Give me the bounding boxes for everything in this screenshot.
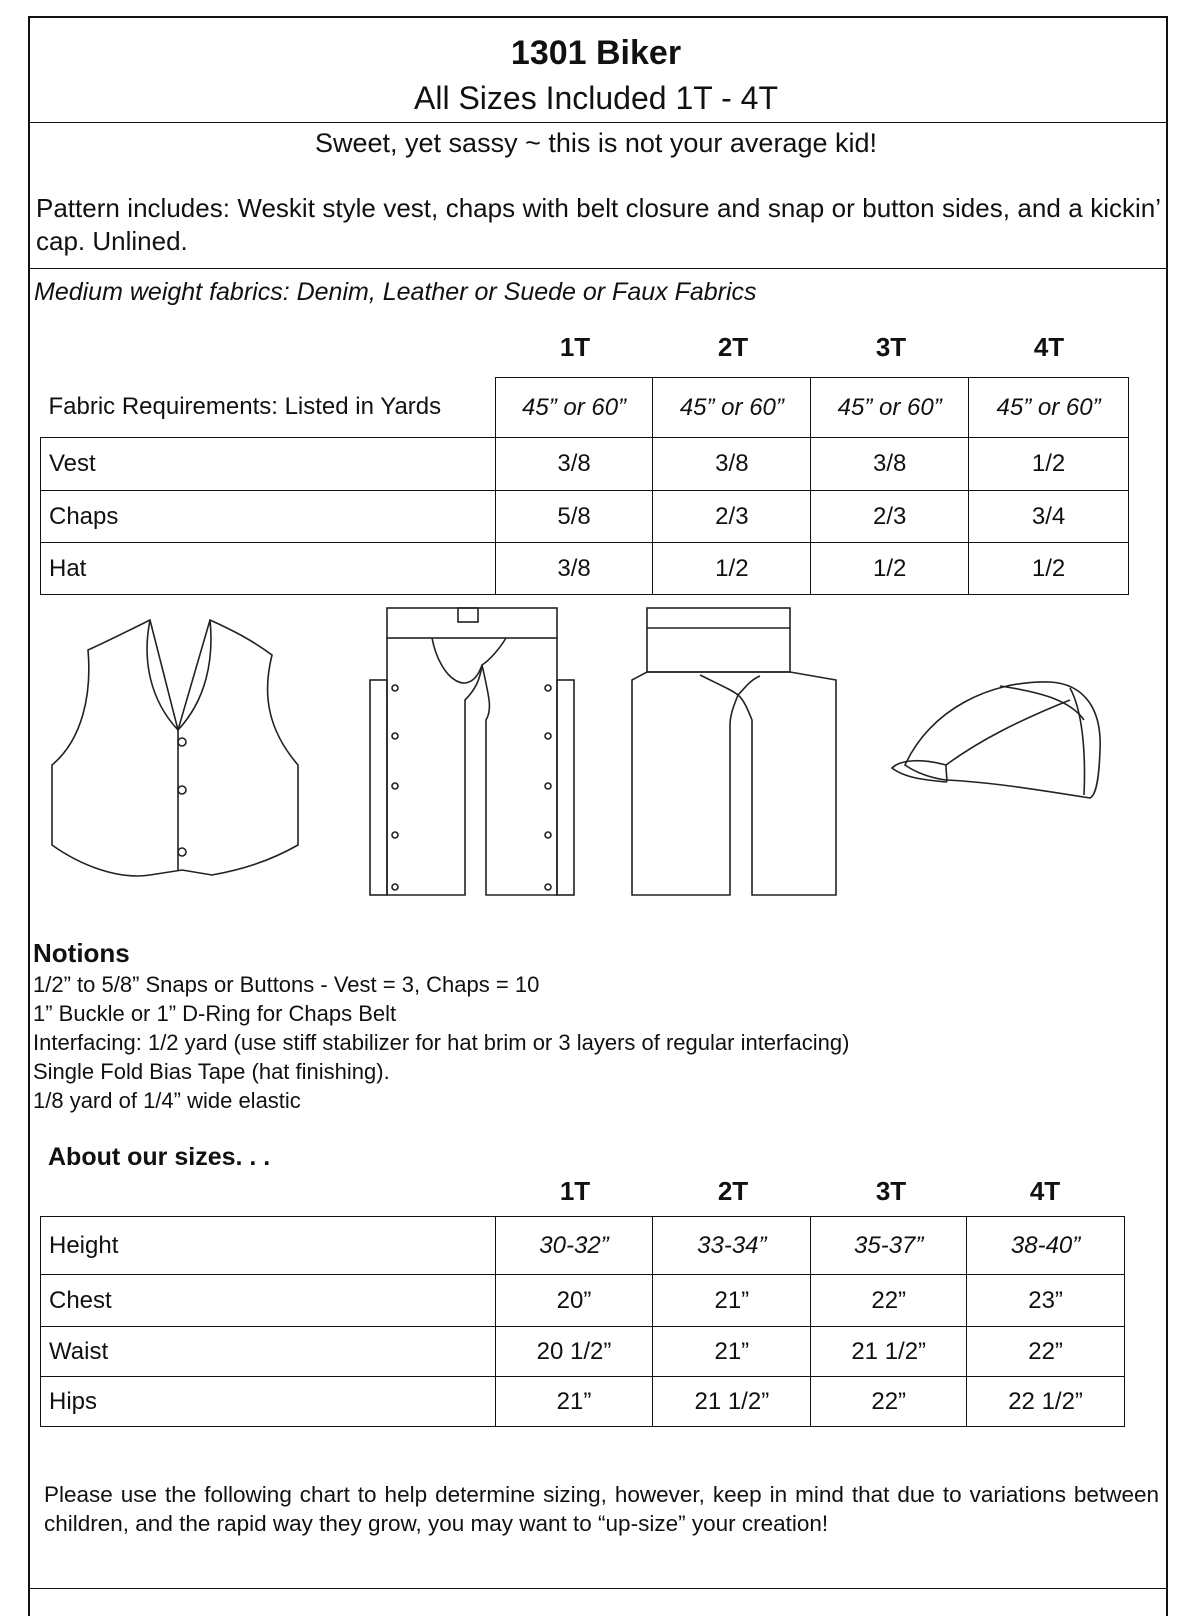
notion-item: Interfacing: 1/2 yard (use stiff stabilizer for hat brim or 3 layers of regular interfacing) bbox=[33, 1030, 850, 1055]
fabric-width: 45” or 60” bbox=[495, 378, 653, 438]
yardage-cell: 3/4 bbox=[969, 491, 1129, 543]
measurement-cell: 21” bbox=[495, 1377, 653, 1427]
measurement-cell: 21 1/2” bbox=[653, 1377, 811, 1427]
vest-illustration bbox=[52, 620, 298, 876]
measurement-cell: 20 1/2” bbox=[495, 1327, 653, 1377]
yardage-cell: 1/2 bbox=[969, 438, 1129, 491]
measurement-cell: 21 1/2” bbox=[811, 1327, 967, 1377]
size-header: 2T bbox=[717, 1176, 749, 1206]
notion-item: 1/8 yard of 1/4” wide elastic bbox=[33, 1088, 301, 1113]
fabric-recommendation: Medium weight fabrics: Denim, Leather or Suede or Faux Fabrics bbox=[34, 278, 757, 306]
fabric-table-label: Fabric Requirements: Listed in Yards bbox=[41, 378, 496, 438]
fabric-requirements-table bbox=[40, 377, 1129, 595]
garment-illustrations bbox=[0, 600, 1192, 920]
table-row bbox=[41, 1275, 1125, 1327]
tagline: Sweet, yet sassy ~ this is not your average kid! bbox=[314, 128, 878, 158]
sizes-heading: About our sizes. . . bbox=[48, 1143, 271, 1171]
fabric-width: 45” or 60” bbox=[653, 378, 811, 438]
yardage-cell: 2/3 bbox=[653, 491, 811, 543]
yardage-cell: 1/2 bbox=[653, 543, 811, 595]
yardage-cell: 2/3 bbox=[811, 491, 969, 543]
chaps-back-illustration bbox=[632, 608, 836, 895]
measurement-cell: 22 1/2” bbox=[967, 1377, 1125, 1427]
row-label: Chest bbox=[41, 1275, 496, 1327]
notions-heading: Notions bbox=[33, 938, 130, 968]
table-row bbox=[41, 543, 1129, 595]
pattern-includes: Pattern includes: Weskit style vest, chaps with belt closure and snap or button sides, and a kickin’ cap. Unlined. bbox=[36, 193, 1161, 256]
yardage-cell: 5/8 bbox=[495, 491, 653, 543]
notion-item: 1/2” to 5/8” Snaps or Buttons - Vest = 3, Chaps = 10 bbox=[33, 972, 540, 997]
row-label: Chaps bbox=[41, 491, 496, 543]
measurement-cell: 23” bbox=[967, 1275, 1125, 1327]
measurement-cell: 38-40” bbox=[967, 1217, 1125, 1275]
measurement-cell: 22” bbox=[811, 1377, 967, 1427]
measurement-cell: 21” bbox=[653, 1275, 811, 1327]
yardage-cell: 1/2 bbox=[811, 543, 969, 595]
fabric-width: 45” or 60” bbox=[969, 378, 1129, 438]
notions-list bbox=[33, 970, 849, 1115]
table-row bbox=[41, 491, 1129, 543]
size-header: 4T bbox=[1033, 332, 1065, 362]
notion-item: Single Fold Bias Tape (hat finishing). bbox=[33, 1059, 390, 1084]
page-subtitle: All Sizes Included 1T - 4T bbox=[413, 80, 778, 116]
measurement-cell: 21” bbox=[653, 1327, 811, 1377]
yardage-cell: 1/2 bbox=[969, 543, 1129, 595]
measurement-cell: 20” bbox=[495, 1275, 653, 1327]
measurement-cell: 22” bbox=[811, 1275, 967, 1327]
size-header: 3T bbox=[875, 332, 907, 362]
yardage-cell: 3/8 bbox=[811, 438, 969, 491]
row-label: Vest bbox=[41, 438, 496, 491]
divider bbox=[28, 122, 1168, 123]
row-label: Height bbox=[41, 1217, 496, 1275]
cap-illustration bbox=[892, 682, 1100, 798]
measurement-cell: 35-37” bbox=[811, 1217, 967, 1275]
table-row bbox=[41, 438, 1129, 491]
yardage-cell: 3/8 bbox=[653, 438, 811, 491]
chaps-front-illustration bbox=[370, 608, 574, 895]
row-label: Waist bbox=[41, 1327, 496, 1377]
table-row bbox=[41, 1327, 1125, 1377]
size-chart-table bbox=[40, 1216, 1125, 1427]
size-header: 3T bbox=[875, 1176, 907, 1206]
size-header: 4T bbox=[1029, 1176, 1061, 1206]
measurement-cell: 22” bbox=[967, 1327, 1125, 1377]
measurement-cell: 33-34” bbox=[653, 1217, 811, 1275]
divider bbox=[28, 268, 1168, 269]
yardage-cell: 3/8 bbox=[495, 543, 653, 595]
sizing-note: Please use the following chart to help determine sizing, however, keep in mind that due to variations between children, and the rapid way they grow, you may want to “up-size” your creation! bbox=[44, 1482, 1159, 1536]
divider bbox=[28, 1588, 1168, 1589]
row-label: Hips bbox=[41, 1377, 496, 1427]
yardage-cell: 3/8 bbox=[495, 438, 653, 491]
row-label: Hat bbox=[41, 543, 496, 595]
measurement-cell: 30-32” bbox=[495, 1217, 653, 1275]
notion-item: 1” Buckle or 1” D-Ring for Chaps Belt bbox=[33, 1001, 397, 1026]
fabric-width: 45” or 60” bbox=[811, 378, 969, 438]
size-header: 2T bbox=[717, 332, 749, 362]
page-title: 1301 Biker bbox=[510, 34, 682, 72]
size-header: 1T bbox=[559, 332, 591, 362]
size-header: 1T bbox=[559, 1176, 591, 1206]
table-row bbox=[41, 1217, 1125, 1275]
table-row bbox=[41, 1377, 1125, 1427]
